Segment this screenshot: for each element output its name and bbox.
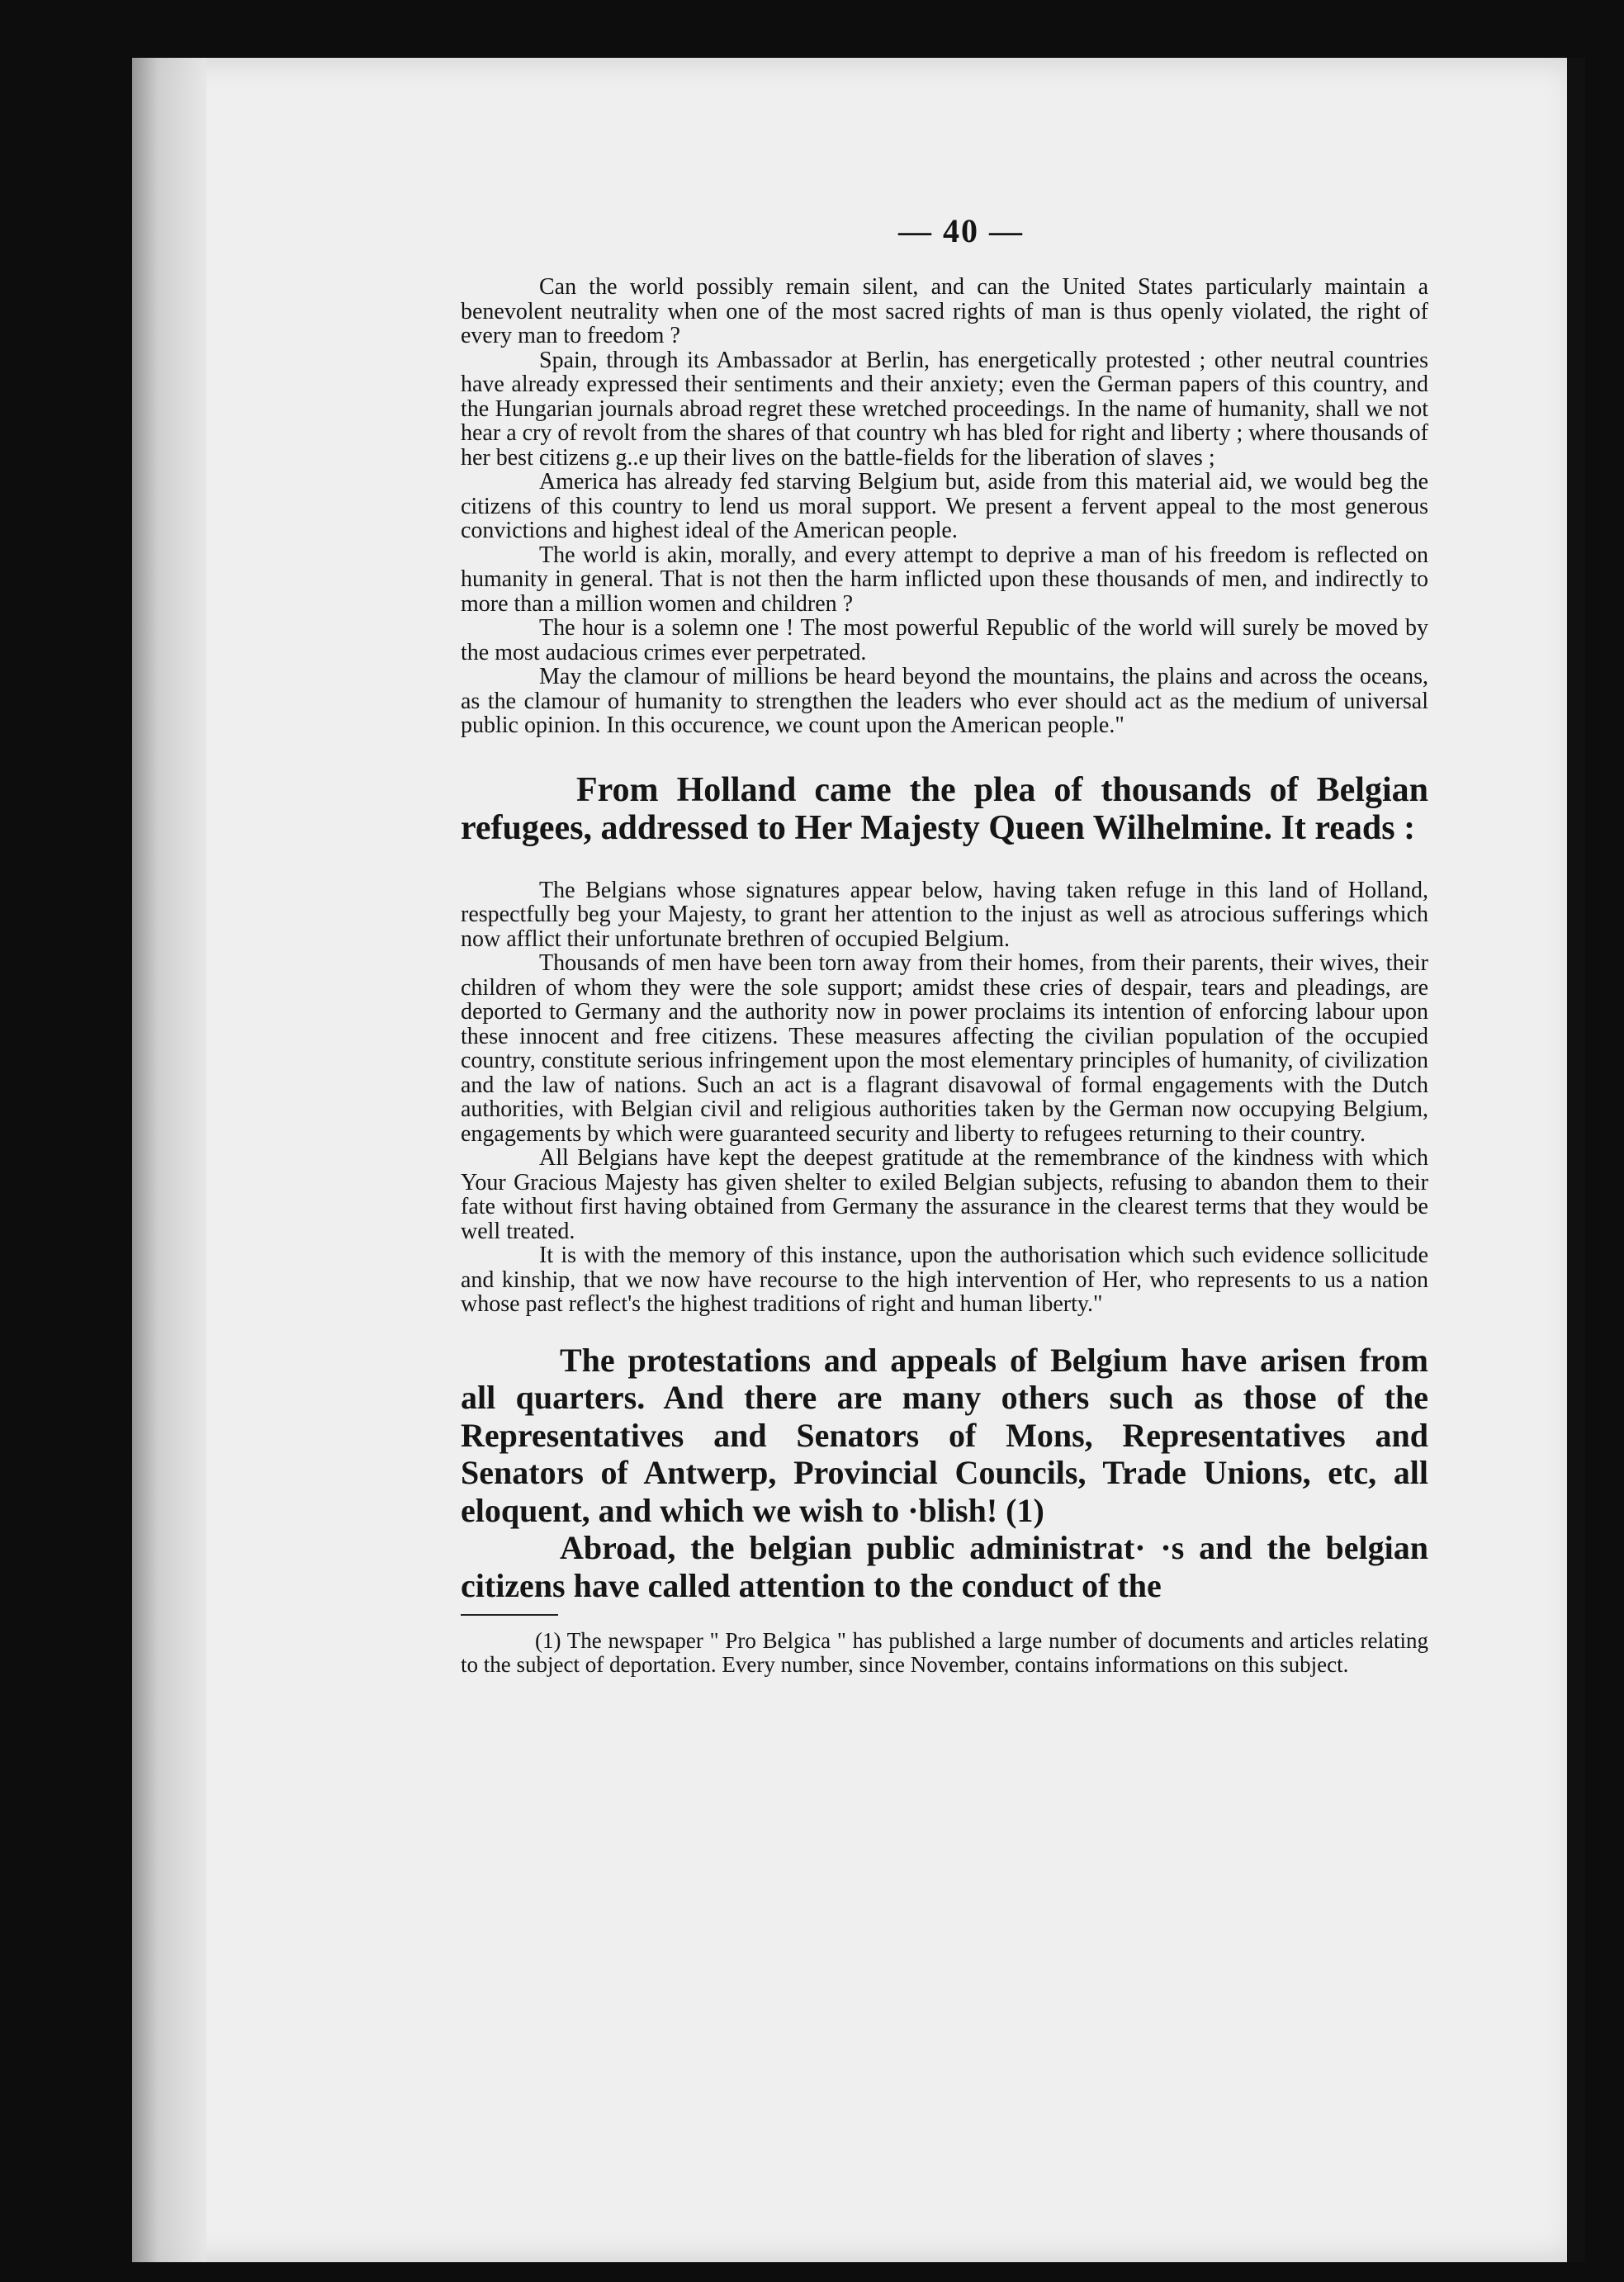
lead-paragraph: From Holland came the plea of thousands of Belgian refugees, addressed to Her Majesty Queen Wilhelmine. It reads : bbox=[461, 770, 1428, 847]
footnote: (1) The newspaper " Pro Belgica " has published a large number of documents and articles relating to the subject of deportation. Every number, since November, contains informations on this subject. bbox=[461, 1628, 1428, 1677]
petition-text bbox=[461, 878, 1428, 1317]
text-column bbox=[461, 211, 1428, 1677]
paragraph: All Belgians have kept the deepest gratitude at the remembrance of the kindness with which Your Gracious Majesty has given shelter to exiled Belgian subjects, refusing to abandon them to their fate without first having obtained from Germany the assurance in the clearest terms that they would be well treated. bbox=[461, 1145, 1428, 1244]
quoted-appeal bbox=[461, 275, 1428, 738]
closing-paragraph: The protestations and appeals of Belgium have arisen from all quarters. And there are many others such as those of the Representatives and Senators of Mons, Representatives and Senators of Antwerp, Provincial Councils, Trade Unions, etc, all eloquent, and which we wish to ·blish! (1) bbox=[461, 1341, 1428, 1529]
paragraph: The Belgians whose signatures appear below, having taken refuge in this land of Holland, respectfully beg your Majesty, to grant her attention to the injust as well as atrocious sufferings which now afflict their unfortunate brethren of occupied Belgium. bbox=[461, 877, 1428, 952]
page-right-edge bbox=[1567, 58, 1585, 2262]
paragraph: May the clamour of millions be heard beyond the mountains, the plains and across the oceans, as the clamour of humanity to strengthen the leaders who ever should act as the medium of universal public opinion. In this occurence, we count upon the American people." bbox=[461, 664, 1428, 738]
paragraph: The world is akin, morally, and every attempt to deprive a man of his freedom is reflected on humanity in general. That is not then the harm inflicted upon these thousands of men, and indirectly to more than a million women and children ? bbox=[461, 542, 1428, 617]
paragraph: America has already fed starving Belgium but, aside from this material aid, we would beg the citizens of this country to lend us moral support. We present a fervent appeal to the most generous convictions and highest ideal of the American people. bbox=[461, 469, 1428, 543]
page-binding-edge bbox=[132, 58, 206, 2262]
footnote-divider bbox=[461, 1614, 558, 1616]
page-number: — 40 — bbox=[898, 212, 1024, 249]
paragraph: Thousands of men have been torn away from their homes, from their parents, their wives, their children of whom they were the sole support; amidst these cries of despair, tears and pleadings, are deported to Germany and the authority now in power proclaims its intention of enforcing labour upon these innocent and free citizens. These measures affecting the civilian population of the occupied country, constitute serious infringement upon the most elementary principles of humanity, of civilization and the law of nations. Such an act is a flagrant disavowal of formal engagements with the Dutch authorities, with Belgian civil and religious authorities taken by the German now occupying Belgium, engagements by which were guaranteed security and liberty to refugees returning to their country. bbox=[461, 950, 1428, 1147]
closing-paragraph: Abroad, the belgian public administrat· ·s and the belgian citizens have called attention to the conduct of the bbox=[461, 1529, 1428, 1604]
paragraph: Spain, through its Ambassador at Berlin, has energetically protested ; other neutral countries have already expressed their sentiments and their anxiety; even the German papers of this country, and the Hungarian journals abroad regret these wretched proceedings. In the name of humanity, shall we not hear a cry of revolt from the shares of that country wh has bled for right and liberty ; where thousands of her best citizens g..e up their lives on the battle-fields for the liberation of slaves ; bbox=[461, 347, 1428, 471]
paragraph: It is with the memory of this instance, upon the authorisation which such evidence sollicitude and kinship, that we now have recourse to the high intervention of Her, who represents to us a nation whose past reflect's the highest traditions of right and human liberty." bbox=[461, 1243, 1428, 1317]
paragraph: The hour is a solemn one ! The most powerful Republic of the world will surely be moved by the most audacious crimes ever perpetrated. bbox=[461, 615, 1428, 665]
paragraph: Can the world possibly remain silent, and can the United States particularly maintain a benevolent neutrality when one of the most sacred rights of man is thus openly violated, the right of every man to freedom ? bbox=[461, 274, 1428, 348]
